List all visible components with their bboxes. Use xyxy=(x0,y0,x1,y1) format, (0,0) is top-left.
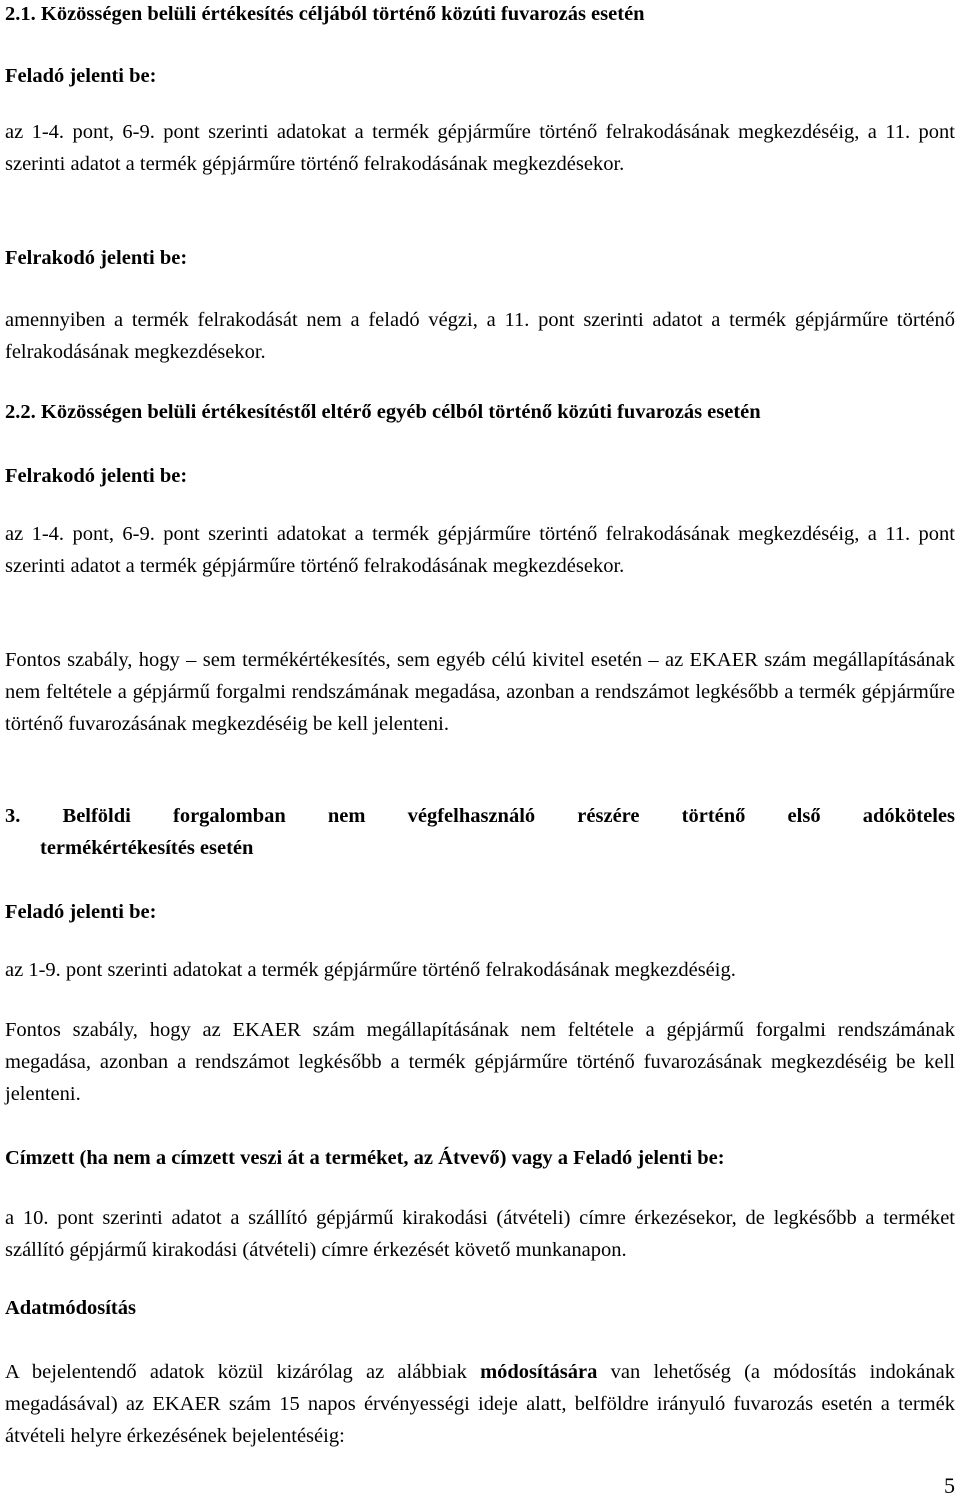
modification-text-bold: módosítására xyxy=(480,1361,598,1383)
section-2-1-loader-text: amennyiben a termék felrakodását nem a feladó végzi, a 11. pont szerinti adatot a termék gépjárműre történő felrakodásának megkezdésekor. xyxy=(5,309,955,363)
section-3-recipient-text: a 10. pont szerinti adatot a szállító gépjármű kirakodási (átvételi) címre érkezésekor, de legkésőbb a terméket szállító gépjármű kirakodási (átvételi) címre érkezését követő munkanapon. xyxy=(5,1207,955,1261)
section-2-1-sender-text: az 1-4. pont, 6-9. pont szerinti adatokat a termék gépjárműre történő felrakodásának megkezdéséig, a 11. pont szerinti adatot a termék gépjárműre történő felrakodásának megkezdésekor. xyxy=(5,121,955,175)
section-2-1-loader-label: Felrakodó jelenti be: xyxy=(5,247,188,269)
section-3-sender-text: az 1-9. pont szerinti adatokat a termék gépjárműre történő felrakodásának megkezdéséig. xyxy=(5,959,736,981)
section-3-heading-word: részére xyxy=(577,805,640,827)
section-3-heading-word: történő xyxy=(681,805,746,827)
section-3-heading xyxy=(5,800,955,864)
modification-text-before: A bejelentendő adatok közül kizárólag az alábbiak xyxy=(5,1361,481,1383)
section-2-2-rule-text: Fontos szabály, hogy – sem termékértékesítés, sem egyéb célú kivitel esetén – az EKAER szám megállapításának nem feltétele a gépjármű forgalmi rendszámának megadása, azonban a rendszámot legkésőbb a termék gépjárműre történő fuvarozásának megkezdéséig be kell jelenteni. xyxy=(5,649,955,735)
modification-text-after: van lehetőség (a módosítás indokának megadásával) az EKAER szám 15 napos érvényességi ideje alatt, belföldre irányuló fuvarozás esetén a termék átvételi helyre érkezésének bejelentéséig: xyxy=(5,1361,955,1447)
section-2-1-heading: 2.1. Közösségen belüli értékesítés céljából történő közúti fuvarozás esetén xyxy=(5,3,645,25)
section-3-recipient-label: Címzett (ha nem a címzett veszi át a terméket, az Átvevő) vagy a Feladó jelenti be: xyxy=(5,1147,725,1169)
section-3-heading-word: nem xyxy=(327,805,366,827)
section-2-1-sender-label: Feladó jelenti be: xyxy=(5,65,157,87)
section-3-heading-word: adóköteles xyxy=(862,805,955,827)
section-2-2-heading: 2.2. Közösségen belüli értékesítéstől eltérő egyéb célból történő közúti fuvarozás esetén xyxy=(5,401,761,423)
section-3-heading-word: végfelhasználó xyxy=(407,805,536,827)
section-3-heading-word: forgalomban xyxy=(173,805,286,827)
section-2-2-loader-text: az 1-4. pont, 6-9. pont szerinti adatokat a termék gépjárműre történő felrakodásának megkezdéséig, a 11. pont szerinti adatot a termék gépjárműre történő felrakodásának megkezdésekor. xyxy=(5,523,955,577)
section-3-heading-line2: termékértékesítés esetén xyxy=(40,837,254,859)
section-3-sender-label: Feladó jelenti be: xyxy=(5,901,157,923)
page-number: 5 xyxy=(944,1473,955,1498)
section-3-rule-text: Fontos szabály, hogy az EKAER szám megállapításának nem feltétele a gépjármű forgalmi rendszámának megadása, azonban a rendszámot legkésőbb a termék gépjárműre történő fuvarozásának megkezdéséig be kell jelenteni. xyxy=(5,1019,955,1105)
section-3-heading-word: első xyxy=(787,805,821,827)
modification-text xyxy=(5,1356,955,1452)
section-2-2-loader-label: Felrakodó jelenti be: xyxy=(5,465,188,487)
modification-heading: Adatmódosítás xyxy=(5,1297,136,1319)
section-3-number: 3. xyxy=(5,805,21,827)
section-3-heading-word: Belföldi xyxy=(62,805,131,827)
